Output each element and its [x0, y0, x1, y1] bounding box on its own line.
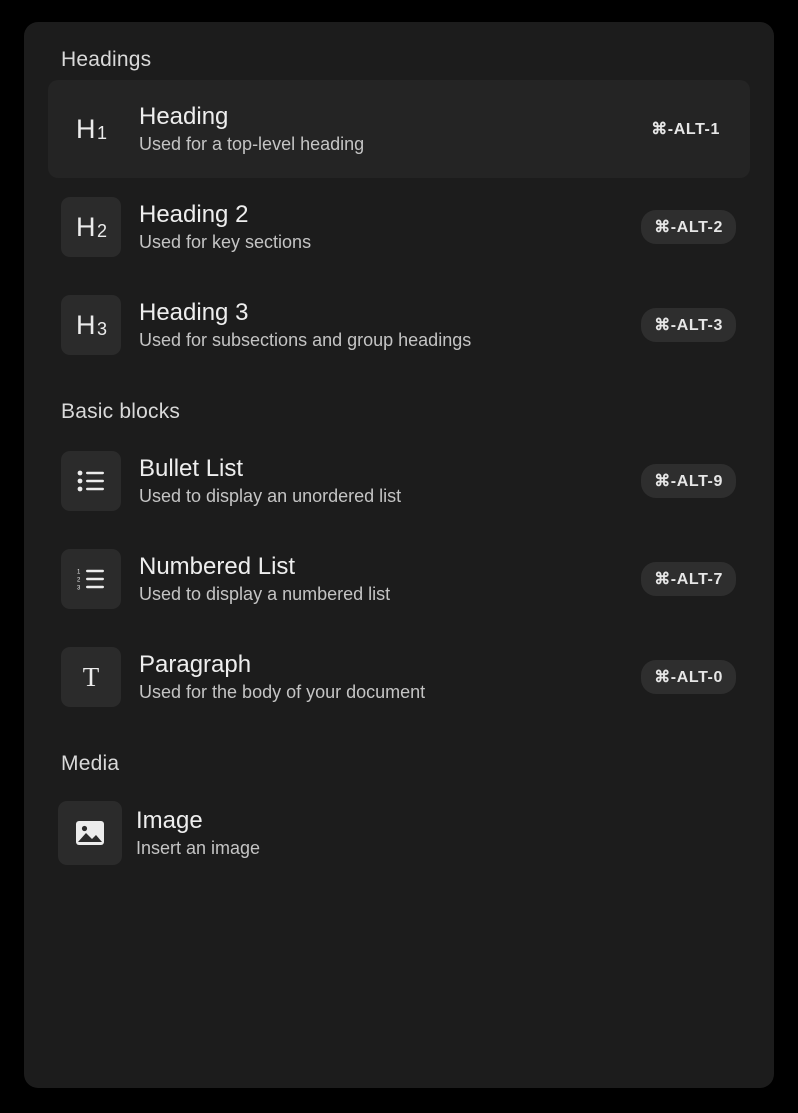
paragraph-icon — [61, 647, 121, 707]
section-label-media: Media — [61, 752, 120, 775]
menu-item-text — [139, 554, 623, 605]
section-label-basic-blocks: Basic blocks — [61, 400, 181, 423]
heading-1-glyph-level: 1 — [96, 122, 107, 143]
menu-item-description: Insert an image — [136, 837, 261, 858]
menu-item-title: Paragraph — [139, 650, 252, 678]
svg-text:3: 3 — [77, 585, 81, 590]
heading-3-icon — [61, 295, 121, 355]
svg-text:1: 1 — [77, 569, 81, 576]
menu-item-description: Used to display an unordered list — [139, 485, 402, 506]
menu-item-title: Heading 3 — [139, 298, 249, 326]
menu-item-text — [139, 104, 620, 155]
heading-1-glyph-letter: H — [75, 113, 96, 144]
menu-item-text — [139, 456, 623, 507]
section-label-headings: Headings — [61, 48, 152, 71]
menu-item-shortcut: ⌘-ALT-3 — [641, 308, 736, 342]
menu-item-text — [136, 808, 736, 859]
heading-3-glyph-level: 3 — [96, 318, 107, 339]
menu-item-bullet-list[interactable] — [48, 432, 750, 530]
menu-item-description: Used to display a numbered list — [139, 583, 391, 604]
menu-item-text — [139, 300, 623, 351]
heading-3-glyph-letter: H — [75, 309, 96, 340]
menu-item-shortcut: ⌘-ALT-7 — [641, 562, 736, 596]
menu-item-title: Bullet List — [139, 454, 244, 482]
menu-item-numbered-list[interactable] — [48, 530, 750, 628]
numbered-list-icon — [61, 549, 121, 609]
heading-2-glyph-level: 2 — [96, 220, 107, 241]
heading-2-glyph-letter: H — [75, 211, 96, 242]
menu-item-heading-3[interactable] — [48, 276, 750, 374]
svg-text:2: 2 — [77, 577, 81, 584]
paragraph-glyph-letter: T — [82, 661, 100, 692]
menu-item-description: Used for a top-level heading — [139, 133, 365, 154]
menu-item-heading-2[interactable] — [48, 178, 750, 276]
menu-item-paragraph[interactable] — [48, 628, 750, 726]
menu-item-description: Used for the body of your document — [139, 681, 426, 702]
bullet-list-icon — [61, 451, 121, 511]
heading-1-icon — [61, 99, 121, 159]
menu-item-shortcut: ⌘-ALT-0 — [641, 660, 736, 694]
block-type-menu — [24, 22, 774, 1088]
menu-item-description: Used for subsections and group headings — [139, 329, 472, 350]
menu-item-text — [139, 202, 623, 253]
menu-item-title: Heading 2 — [139, 200, 249, 228]
menu-item-image[interactable] — [48, 784, 750, 882]
heading-2-icon — [61, 197, 121, 257]
menu-item-shortcut: ⌘-ALT-1 — [651, 121, 720, 138]
menu-item-title: Image — [136, 806, 203, 834]
image-icon — [58, 801, 122, 865]
menu-item-shortcut: ⌘-ALT-2 — [641, 210, 736, 244]
menu-item-title: Numbered List — [139, 552, 296, 580]
menu-item-shortcut: ⌘-ALT-9 — [641, 464, 736, 498]
menu-item-title: Heading — [139, 102, 229, 130]
menu-item-heading-1[interactable] — [48, 80, 750, 178]
menu-item-text — [139, 652, 623, 703]
menu-item-description: Used for key sections — [139, 231, 312, 252]
